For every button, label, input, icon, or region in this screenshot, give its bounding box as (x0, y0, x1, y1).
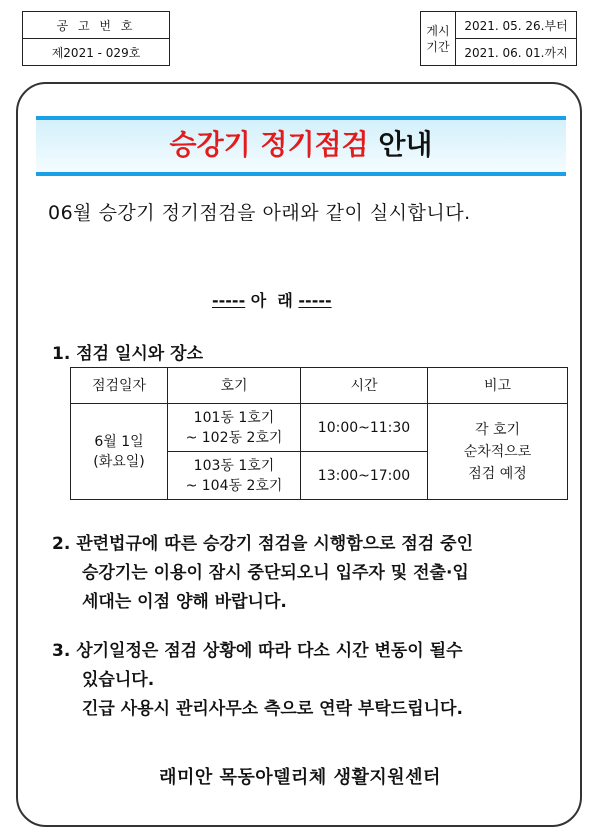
time-cell-1: 10:00~11:30 (301, 404, 428, 452)
title-banner (36, 116, 566, 176)
date-line1: 6월 1일 (94, 433, 144, 450)
arae-text: 아 래 (245, 291, 299, 310)
section1-heading: 1. 점검 일시와 장소 (52, 344, 203, 364)
unit2-line1: 103동 1호기 (193, 457, 275, 474)
intro-text: 06월 승강기 정기점검을 아래와 같이 실시합니다. (48, 202, 471, 224)
period-end: 2021. 06. 01.까지 (456, 39, 577, 66)
unit-cell-2 (168, 452, 301, 500)
note-cell (428, 404, 568, 500)
unit-cell-1 (168, 404, 301, 452)
unit2-line2: ~ 104동 2호기 (185, 477, 283, 494)
date-cell (71, 404, 168, 500)
section2-line2: 승강기는 이용이 잠시 중단되오니 입주자 및 전출·입 (82, 563, 469, 583)
posting-label-line1: 게시 (426, 23, 450, 38)
section2-line1: 2. 관련법규에 따른 승강기 점검을 시행함으로 점검 중인 (52, 534, 473, 554)
notice-number-value: 제2021 - 029호 (23, 39, 170, 66)
note-line3: 점검 예정 (468, 465, 527, 482)
header-date: 점검일자 (71, 368, 168, 404)
note-line1: 각 호기 (474, 421, 521, 438)
posting-label-line2: 기간 (426, 39, 450, 54)
arae-heading (212, 288, 332, 311)
section3-line1: 3. 상기일정은 점검 상황에 따라 다소 시간 변동이 될수 (52, 641, 463, 661)
section3-line2: 있습니다. (82, 670, 155, 690)
header-unit: 호기 (168, 368, 301, 404)
note-line2: 순차적으로 (463, 443, 532, 460)
period-start: 2021. 05. 26.부터 (456, 12, 577, 39)
footer-signature: 래미안 목동아델리체 생활지원센터 (159, 767, 441, 788)
unit1-line1: 101동 1호기 (193, 409, 275, 426)
header-note: 비고 (428, 368, 568, 404)
arae-right-dash: ----- (298, 291, 332, 310)
date-line2: (화요일) (93, 453, 145, 470)
unit1-line2: ~ 102동 2호기 (185, 429, 283, 446)
schedule-table (70, 367, 568, 500)
time-cell-2: 13:00~17:00 (301, 452, 428, 500)
header-time: 시간 (301, 368, 428, 404)
notice-number-box (22, 11, 170, 66)
posting-period-box (420, 11, 577, 66)
posting-period-label (421, 12, 456, 66)
notice-number-label: 공 고 번 호 (23, 12, 170, 39)
title-black-text: 안내 (368, 128, 433, 161)
section3-line3: 긴급 사용시 관리사무소 측으로 연락 부탁드립니다. (82, 699, 463, 719)
title-red-text: 승강기 정기점검 (169, 128, 369, 161)
section2-line3: 세대는 이점 양해 바랍니다. (82, 592, 287, 612)
arae-left-dash: ----- (212, 291, 246, 310)
